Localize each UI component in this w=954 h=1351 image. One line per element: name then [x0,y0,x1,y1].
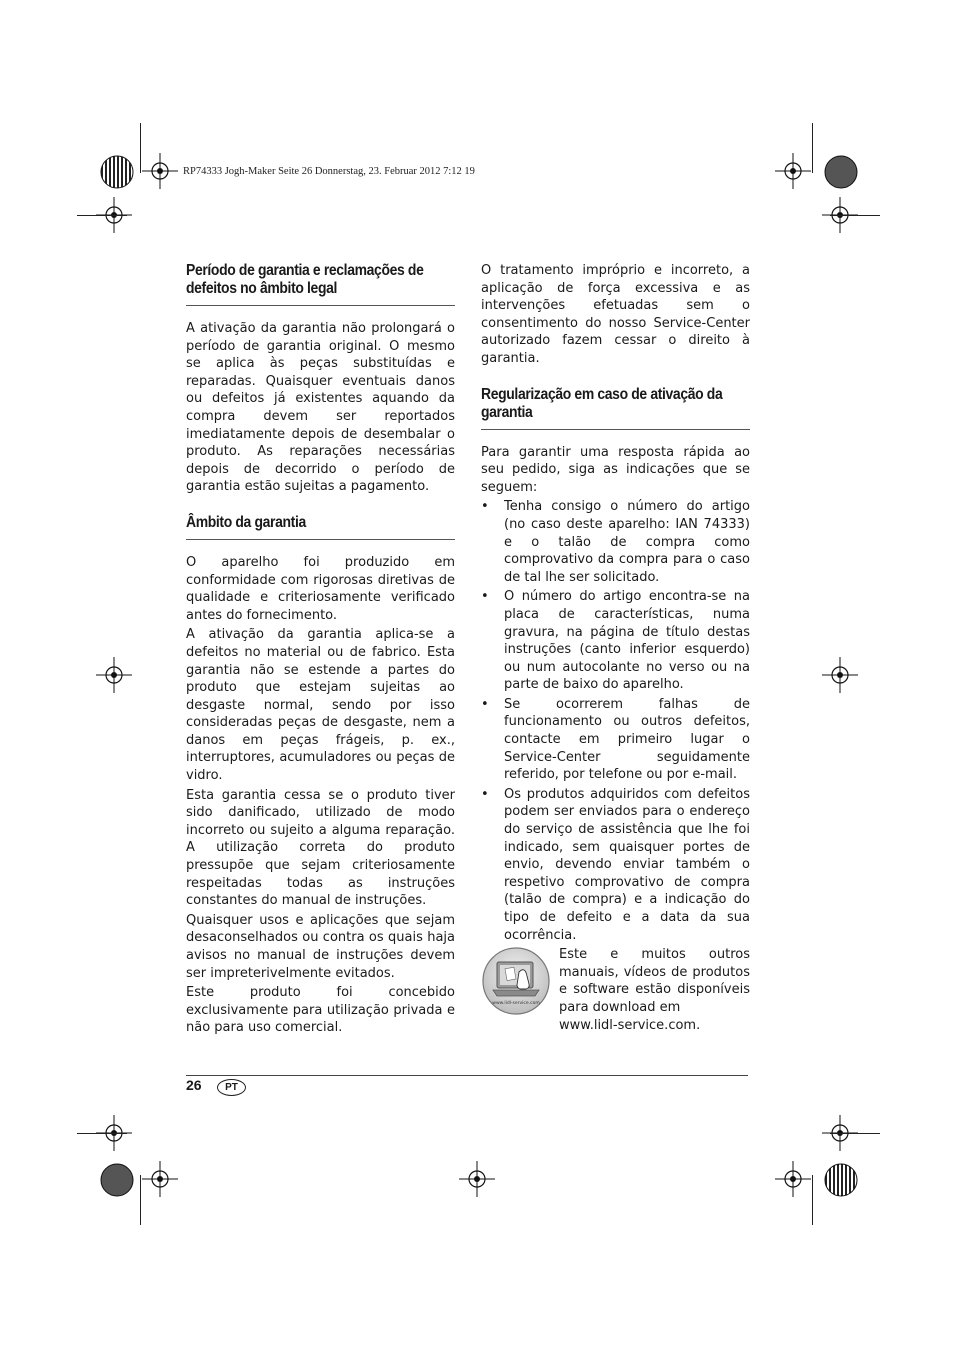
paragraph-warranty-period: A ativação da garantia não prolongará o período de garantia original. O mesmo se aplica às peças substituídas e reparadas. Quaisquer eventuais danos ou defeitos já existentes aquando da compra devem ser reportados imediatamente depois de desembalar o produto. As reparações necessárias depois de decorrido o período de garantia estão sujeitas a pagamento. [186,321,455,495]
list-item: • Se ocorrerem falhas de funcionamento ou outros defeitos, contacte em primeiro lugar o Service-Center seguidamente referido, por telefone ou por e-mail. [481,696,750,783]
list-item: • O número do artigo encontra-se na placa de características, numa gravura, na página de título destas instruções (canto inferior esquerdo) ou num autocolante no verso ou na parte de baixo do aparelho. [481,589,750,693]
crosshair-mark-icon [142,1161,178,1197]
right-column [481,262,750,1034]
paragraph-scope-5: Este produto foi concebido exclusivamente para utilização privada e não para uso comercial. [186,985,455,1036]
list-item: • Tenha consigo o número do artigo (no caso deste aparelho: IAN 74333) e o talão de compra como comprovativo da compra para o caso de tal lhe ser solicitado. [481,499,750,585]
crosshair-mark-icon [96,657,132,693]
crosshair-mark-icon [459,1161,495,1197]
paragraph-improper-use: O tratamento impróprio e incorreto, a aplicação de força excessiva e as intervenções efetuadas sem o consentimento do nosso Service-Center autorizado fazem cessar o direito à garantia. [481,263,750,366]
paragraph-scope-4: Quaisquer usos e aplicações que sejam desaconselhados ou contra os quais haja avisos no manual de instruções devem ser impreterivelmente evitados. [186,912,455,981]
download-text-block [559,946,750,1034]
crosshair-mark-icon [775,153,811,189]
heading-warranty-claim: Regularização em caso de ativação da garantia [481,385,723,421]
paragraph-claim-lead: Para garantir uma resposta rápida ao seu pedido, siga as indicações que se seguem: [481,444,750,495]
trim-line [830,1133,880,1134]
section-heading-warranty-claim [481,386,750,430]
laptop-download-icon [481,946,551,1016]
trim-line [830,215,880,216]
registration-mark-icon [821,152,861,192]
crosshair-mark-icon [142,153,178,189]
page-number: 26 [186,1077,202,1093]
download-text: Este e muitos outros manuais, vídeos de produtos e software estão disponíveis para download em [559,947,750,1015]
registration-mark-icon [97,152,137,192]
section-heading-warranty-period [186,262,455,306]
registration-mark-icon [97,1160,137,1200]
download-url[interactable]: www.lidl-service.com. [559,1017,701,1033]
claim-steps-list [481,498,750,944]
registration-mark-icon [821,1160,861,1200]
trim-line [77,1133,127,1134]
section-heading-warranty-scope [186,514,455,540]
crosshair-mark-icon [822,657,858,693]
heading-warranty-period: Período de garantia e reclamações de defeitos no âmbito legal [186,262,424,297]
footer-rule [186,1075,748,1076]
paragraph-scope-2: A ativação da garantia aplica-se a defeitos no material ou de fabrico. Esta garantia não se estende a partes do produto que estejam sujeitas ao desgaste normal, sendo por isso consideradas peças de desgaste, nem a danos em peças frágeis, p. ex., interruptores, acumuladores ou peças de vidro. [186,627,455,784]
print-header: RP74333 Jogh-Maker Seite 26 Donnerstag, 23. Februar 2012 7:12 19 [183,166,475,177]
trim-line [77,215,127,216]
download-info [481,946,750,1034]
trim-line [140,123,141,173]
trim-line [812,123,813,173]
crosshair-mark-icon [775,1161,811,1197]
list-item: • Os produtos adquiridos com defeitos podem ser enviados para o endereço do serviço de assistência que lhe foi indicado, sem quaisquer portes de envio, devendo enviar também o respetivo comprovativo de compra (talão de compra) e a indicação do tipo de defeito e a data da sua ocorrência. [481,786,750,943]
icon-caption: www.lidl-service.com [492,1001,540,1007]
trim-line [812,1175,813,1225]
trim-line [140,1175,141,1225]
paragraph-scope-3: Esta garantia cessa se o produto tiver sido danificado, utilizado de modo incorreto ou sujeito a alguma reparação. A utilização correta do produto pressupõe que sejam criteriosamente respeitadas todas as instruções constantes do manual de instruções. [186,787,455,909]
paragraph-scope-1: O aparelho foi produzido em conformidade com rigorosas diretivas de qualidade e criteriosamente verificado antes do fornecimento. [186,554,455,623]
language-badge: PT [217,1079,246,1096]
heading-warranty-scope: Âmbito da garantia [186,513,306,531]
left-column [186,262,455,1037]
